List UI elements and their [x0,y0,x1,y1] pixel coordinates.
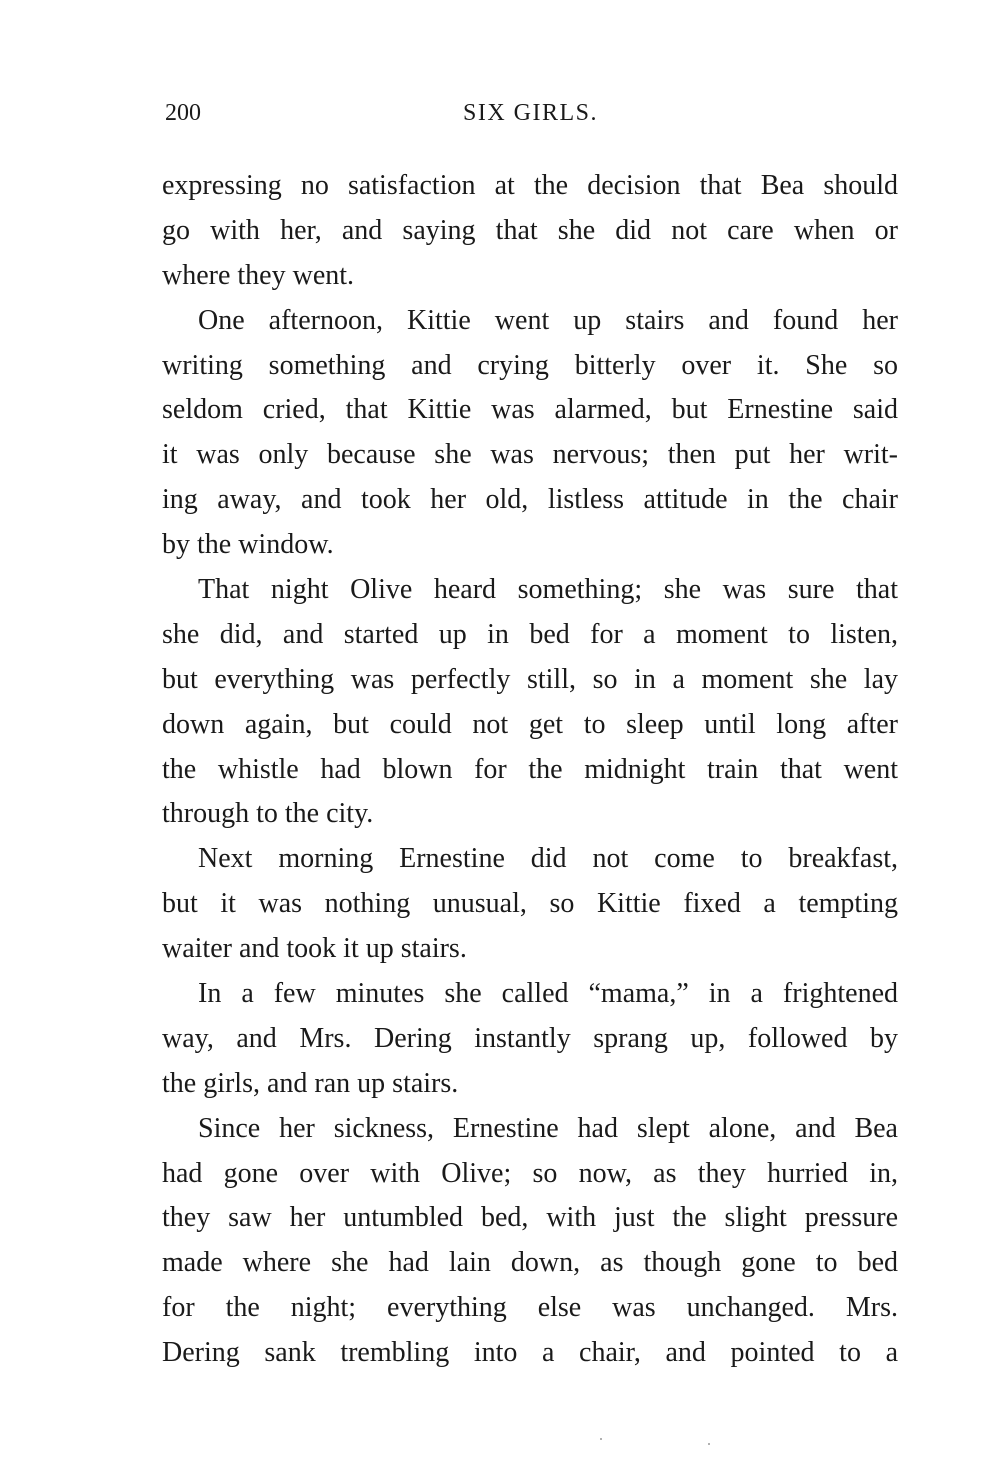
text-line: but it was nothing unusual, so Kittie fixed a tempting [162,888,898,920]
text-line: way, and Mrs. Dering instantly sprang up, followed by [162,1022,898,1054]
book-title: SIX GIRLS. [463,100,599,126]
scan-speck [708,1443,710,1445]
text-line: writing something and crying bitterly over it. She so [162,349,898,381]
text-line: waiter and took it up stairs. [162,933,467,965]
text-line: by the window. [162,529,334,561]
body-text [162,164,898,1376]
text-line: the whistle had blown for the midnight train that went [162,753,898,785]
text-line: the girls, and ran up stairs. [162,1067,459,1099]
text-line: but everything was perfectly still, so in a moment she lay [162,663,898,695]
text-line: Since her sickness, Ernestine had slept alone, and Bea [198,1112,898,1144]
paragraph [162,164,898,299]
paragraph [162,299,898,568]
text-line: had gone over with Olive; so now, as they hurried in, [162,1157,898,1189]
text-line: go with her, and saying that she did not care when or [162,214,898,246]
text-line: through to the city. [162,798,374,830]
page-number: 200 [165,100,201,126]
text-line: Dering sank trembling into a chair, and pointed to a [162,1337,898,1369]
text-line: down again, but could not get to sleep until long after [162,708,898,740]
text-line: Next morning Ernestine did not come to breakfast, [198,843,898,875]
text-line: they saw her untumbled bed, with just the slight pressure [162,1202,898,1234]
text-line: for the night; everything else was unchanged. Mrs. [162,1292,898,1324]
text-line: In a few minutes she called “mama,” in a frightened [198,978,898,1010]
paragraph [162,972,898,1107]
text-line: That night Olive heard something; she was sure that [198,574,898,606]
text-line: One afternoon, Kittie went up stairs and found her [198,304,898,336]
text-line: ing away, and took her old, listless attitude in the chair [162,484,898,516]
scan-speck [600,1438,602,1440]
paragraph [162,837,898,972]
text-line: it was only because she was nervous; then put her writ- [162,439,898,471]
paragraph [162,568,898,837]
paragraph [162,1107,898,1376]
text-line: expressing no satisfaction at the decision that Bea should [162,170,898,201]
running-head [165,100,900,136]
text-line: seldom cried, that Kittie was alarmed, but Ernestine said [162,394,898,426]
text-line: where they went. [162,259,355,291]
text-line: she did, and started up in bed for a moment to listen, [162,618,898,650]
text-line: made where she had lain down, as though gone to bed [162,1247,898,1279]
